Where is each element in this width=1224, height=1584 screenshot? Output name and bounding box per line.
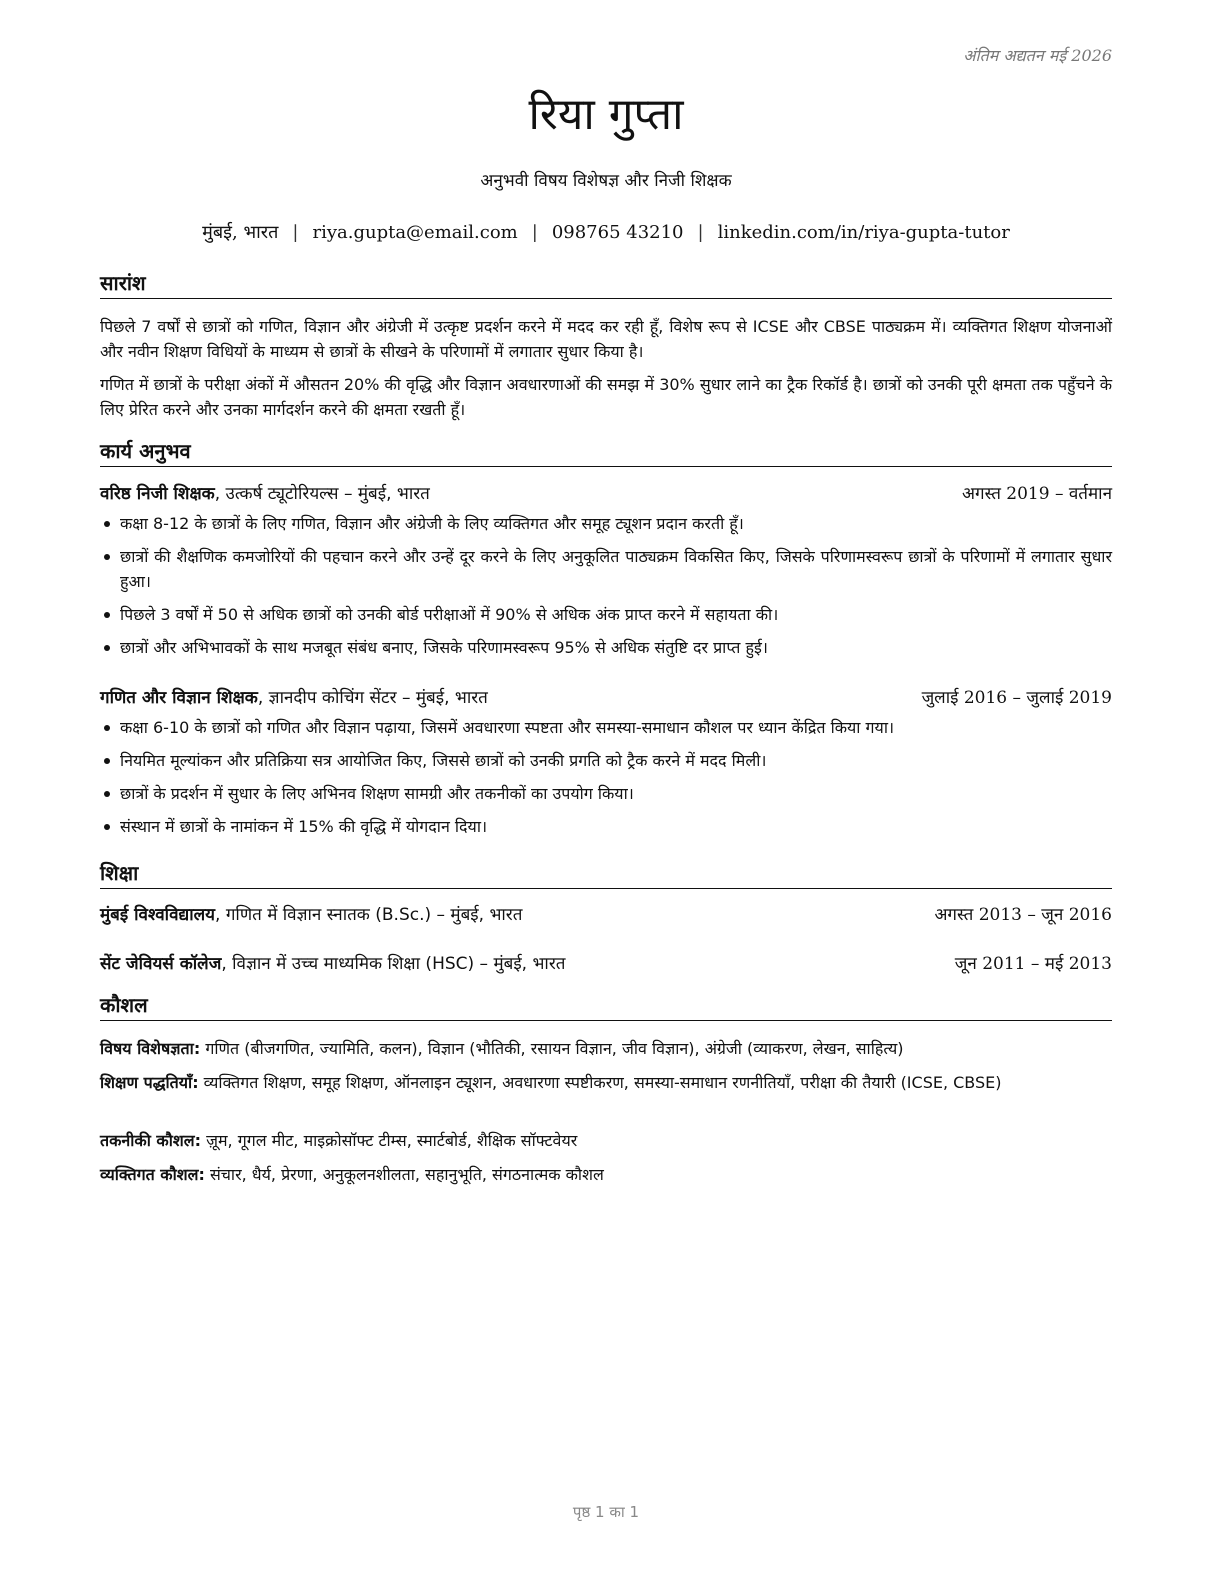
- list-item: छात्रों की शैक्षणिक कमजोरियों की पहचान करने और उन्हें दूर करने के लिए अनुकूलित पाठ्यक्रम विकसित किए, जिसके परिणामस्वरूप छात्रों के परिणामों में लगातार सुधार हुआ।: [100, 544, 1112, 594]
- skill-label: शिक्षण पद्धतियाँ:: [100, 1073, 199, 1092]
- section-title-experience: कार्य अनुभव: [100, 438, 1112, 467]
- contact-separator: |: [531, 222, 538, 243]
- contact-linkedin[interactable]: linkedin.com/in/riya-gupta-tutor: [717, 222, 1010, 243]
- skill-label: तकनीकी कौशल:: [100, 1131, 201, 1150]
- education-date: जून 2011 – मई 2013: [954, 954, 1112, 974]
- job-date: जुलाई 2016 – जुलाई 2019: [921, 688, 1112, 708]
- list-item: छात्रों और अभिभावकों के साथ मजबूत संबंध बनाए, जिसके परिणामस्वरूप 95% से अधिक संतुष्टि दर प्राप्त हुई।: [100, 635, 1112, 660]
- job-org: , उत्कर्ष ट्यूटोरियल्स – मुंबई, भारत: [214, 484, 430, 504]
- last-updated: अंतिम अद्यतन मई 2026: [963, 46, 1112, 65]
- contact-location: मुंबई, भारत: [202, 222, 279, 243]
- skill-value: संचार, धैर्य, प्रेरणा, अनुकूलनशीलता, सहानुभूति, संगठनात्मक कौशल: [204, 1165, 604, 1184]
- job-header: [100, 482, 1112, 506]
- candidate-tagline: अनुभवी विषय विशेषज्ञ और निजी शिक्षक: [480, 171, 732, 191]
- contact-line: [100, 220, 1112, 244]
- section-title-summary: सारांश: [100, 270, 1112, 299]
- job-role: वरिष्ठ निजी शिक्षक: [100, 484, 215, 504]
- education-entry: [100, 952, 1112, 976]
- list-item: कक्षा 6-10 के छात्रों को गणित और विज्ञान पढ़ाया, जिसमें अवधारणा स्पष्टता और समस्या-समाधान कौशल पर ध्यान केंद्रित किया गया।: [100, 715, 1112, 740]
- education-detail: , विज्ञान में उच्च माध्यमिक शिक्षा (HSC) – मुंबई, भारत: [221, 954, 566, 974]
- skill-label: व्यक्तिगत कौशल:: [100, 1165, 205, 1184]
- skill-row: [100, 1036, 1112, 1061]
- list-item: पिछले 3 वर्षों में 50 से अधिक छात्रों को उनकी बोर्ड परीक्षाओं में 90% से अधिक अंक प्राप्त करने में सहायता की।: [100, 602, 1112, 627]
- job-date: अगस्त 2019 – वर्तमान: [962, 484, 1112, 504]
- job-bullets: [100, 715, 1112, 847]
- skill-value: व्यक्तिगत शिक्षण, समूह शिक्षण, ऑनलाइन ट्यूशन, अवधारणा स्पष्टीकरण, समस्या-समाधान रणनीतियाँ, परीक्षा की तैयारी (ICSE, CBSE): [198, 1073, 1002, 1092]
- education-entry: [100, 903, 1112, 927]
- job-org: , ज्ञानदीप कोचिंग सेंटर – मुंबई, भारत: [257, 688, 488, 708]
- job-role: गणित और विज्ञान शिक्षक: [100, 688, 258, 708]
- education-institution: मुंबई विश्वविद्यालय: [100, 905, 216, 925]
- job-bullets: [100, 511, 1112, 668]
- education-institution: सेंट जेवियर्स कॉलेज: [100, 954, 222, 974]
- skill-value: ज़ूम, गूगल मीट, माइक्रोसॉफ्ट टीम्स, स्मार्टबोर्ड, शैक्षिक सॉफ्टवेयर: [201, 1131, 578, 1150]
- list-item: संस्थान में छात्रों के नामांकन में 15% की वृद्धि में योगदान दिया।: [100, 814, 1112, 839]
- job-header: [100, 686, 1112, 710]
- candidate-name: रिया गुप्ता: [528, 89, 684, 140]
- section-title-skills: कौशल: [100, 992, 1112, 1021]
- list-item: छात्रों के प्रदर्शन में सुधार के लिए अभिनव शिक्षण सामग्री और तकनीकों का उपयोग किया।: [100, 781, 1112, 806]
- skill-row: [100, 1070, 1112, 1095]
- contact-separator: |: [697, 222, 704, 243]
- list-item: नियमित मूल्यांकन और प्रतिक्रिया सत्र आयोजित किए, जिससे छात्रों को उनकी प्रगति को ट्रैक करने में मदद मिली।: [100, 748, 1112, 773]
- skill-row: [100, 1162, 1112, 1187]
- contact-email[interactable]: riya.gupta@email.com: [312, 222, 518, 243]
- list-item: कक्षा 8-12 के छात्रों के लिए गणित, विज्ञान और अंग्रेजी के लिए व्यक्तिगत और समूह ट्यूशन प्रदान करती हूँ।: [100, 511, 1112, 536]
- education-detail: , गणित में विज्ञान स्नातक (B.Sc.) – मुंबई, भारत: [215, 905, 523, 925]
- summary-paragraph: पिछले 7 वर्षों से छात्रों को गणित, विज्ञान और अंग्रेजी में उत्कृष्ट प्रदर्शन करने में मदद कर रही हूँ, विशेष रूप से ICSE और CBSE पाठ्यक्रम में। व्यक्तिगत शिक्षण योजनाओं और नवीन शिक्षण विधियों के माध्यम से छात्रों के सीखने के परिणामों में लगातार सुधार किया है।: [100, 317, 1112, 361]
- section-title-education: शिक्षा: [100, 860, 1112, 889]
- education-date: अगस्त 2013 – जून 2016: [934, 905, 1112, 925]
- contact-phone: 098765 43210: [551, 222, 684, 243]
- page-footer: पृष्ठ 1 का 1: [572, 1503, 640, 1521]
- contact-separator: |: [292, 222, 299, 243]
- skill-value: गणित (बीजगणित, ज्यामिति, कलन), विज्ञान (भौतिकी, रसायन विज्ञान, जीव विज्ञान), अंग्रेजी (व्याकरण, लेखन, साहित्य): [200, 1039, 904, 1058]
- skill-label: विषय विशेषज्ञता:: [100, 1039, 201, 1058]
- summary-paragraph: गणित में छात्रों के परीक्षा अंकों में औसतन 20% की वृद्धि और विज्ञान अवधारणाओं की समझ में 30% सुधार लाने का ट्रैक रिकॉर्ड है। छात्रों को उनकी पूरी क्षमता तक पहुँचने के लिए प्रेरित करने और उनका मार्गदर्शन करने की क्षमता रखती हूँ।: [100, 375, 1112, 419]
- skill-row: [100, 1128, 1112, 1153]
